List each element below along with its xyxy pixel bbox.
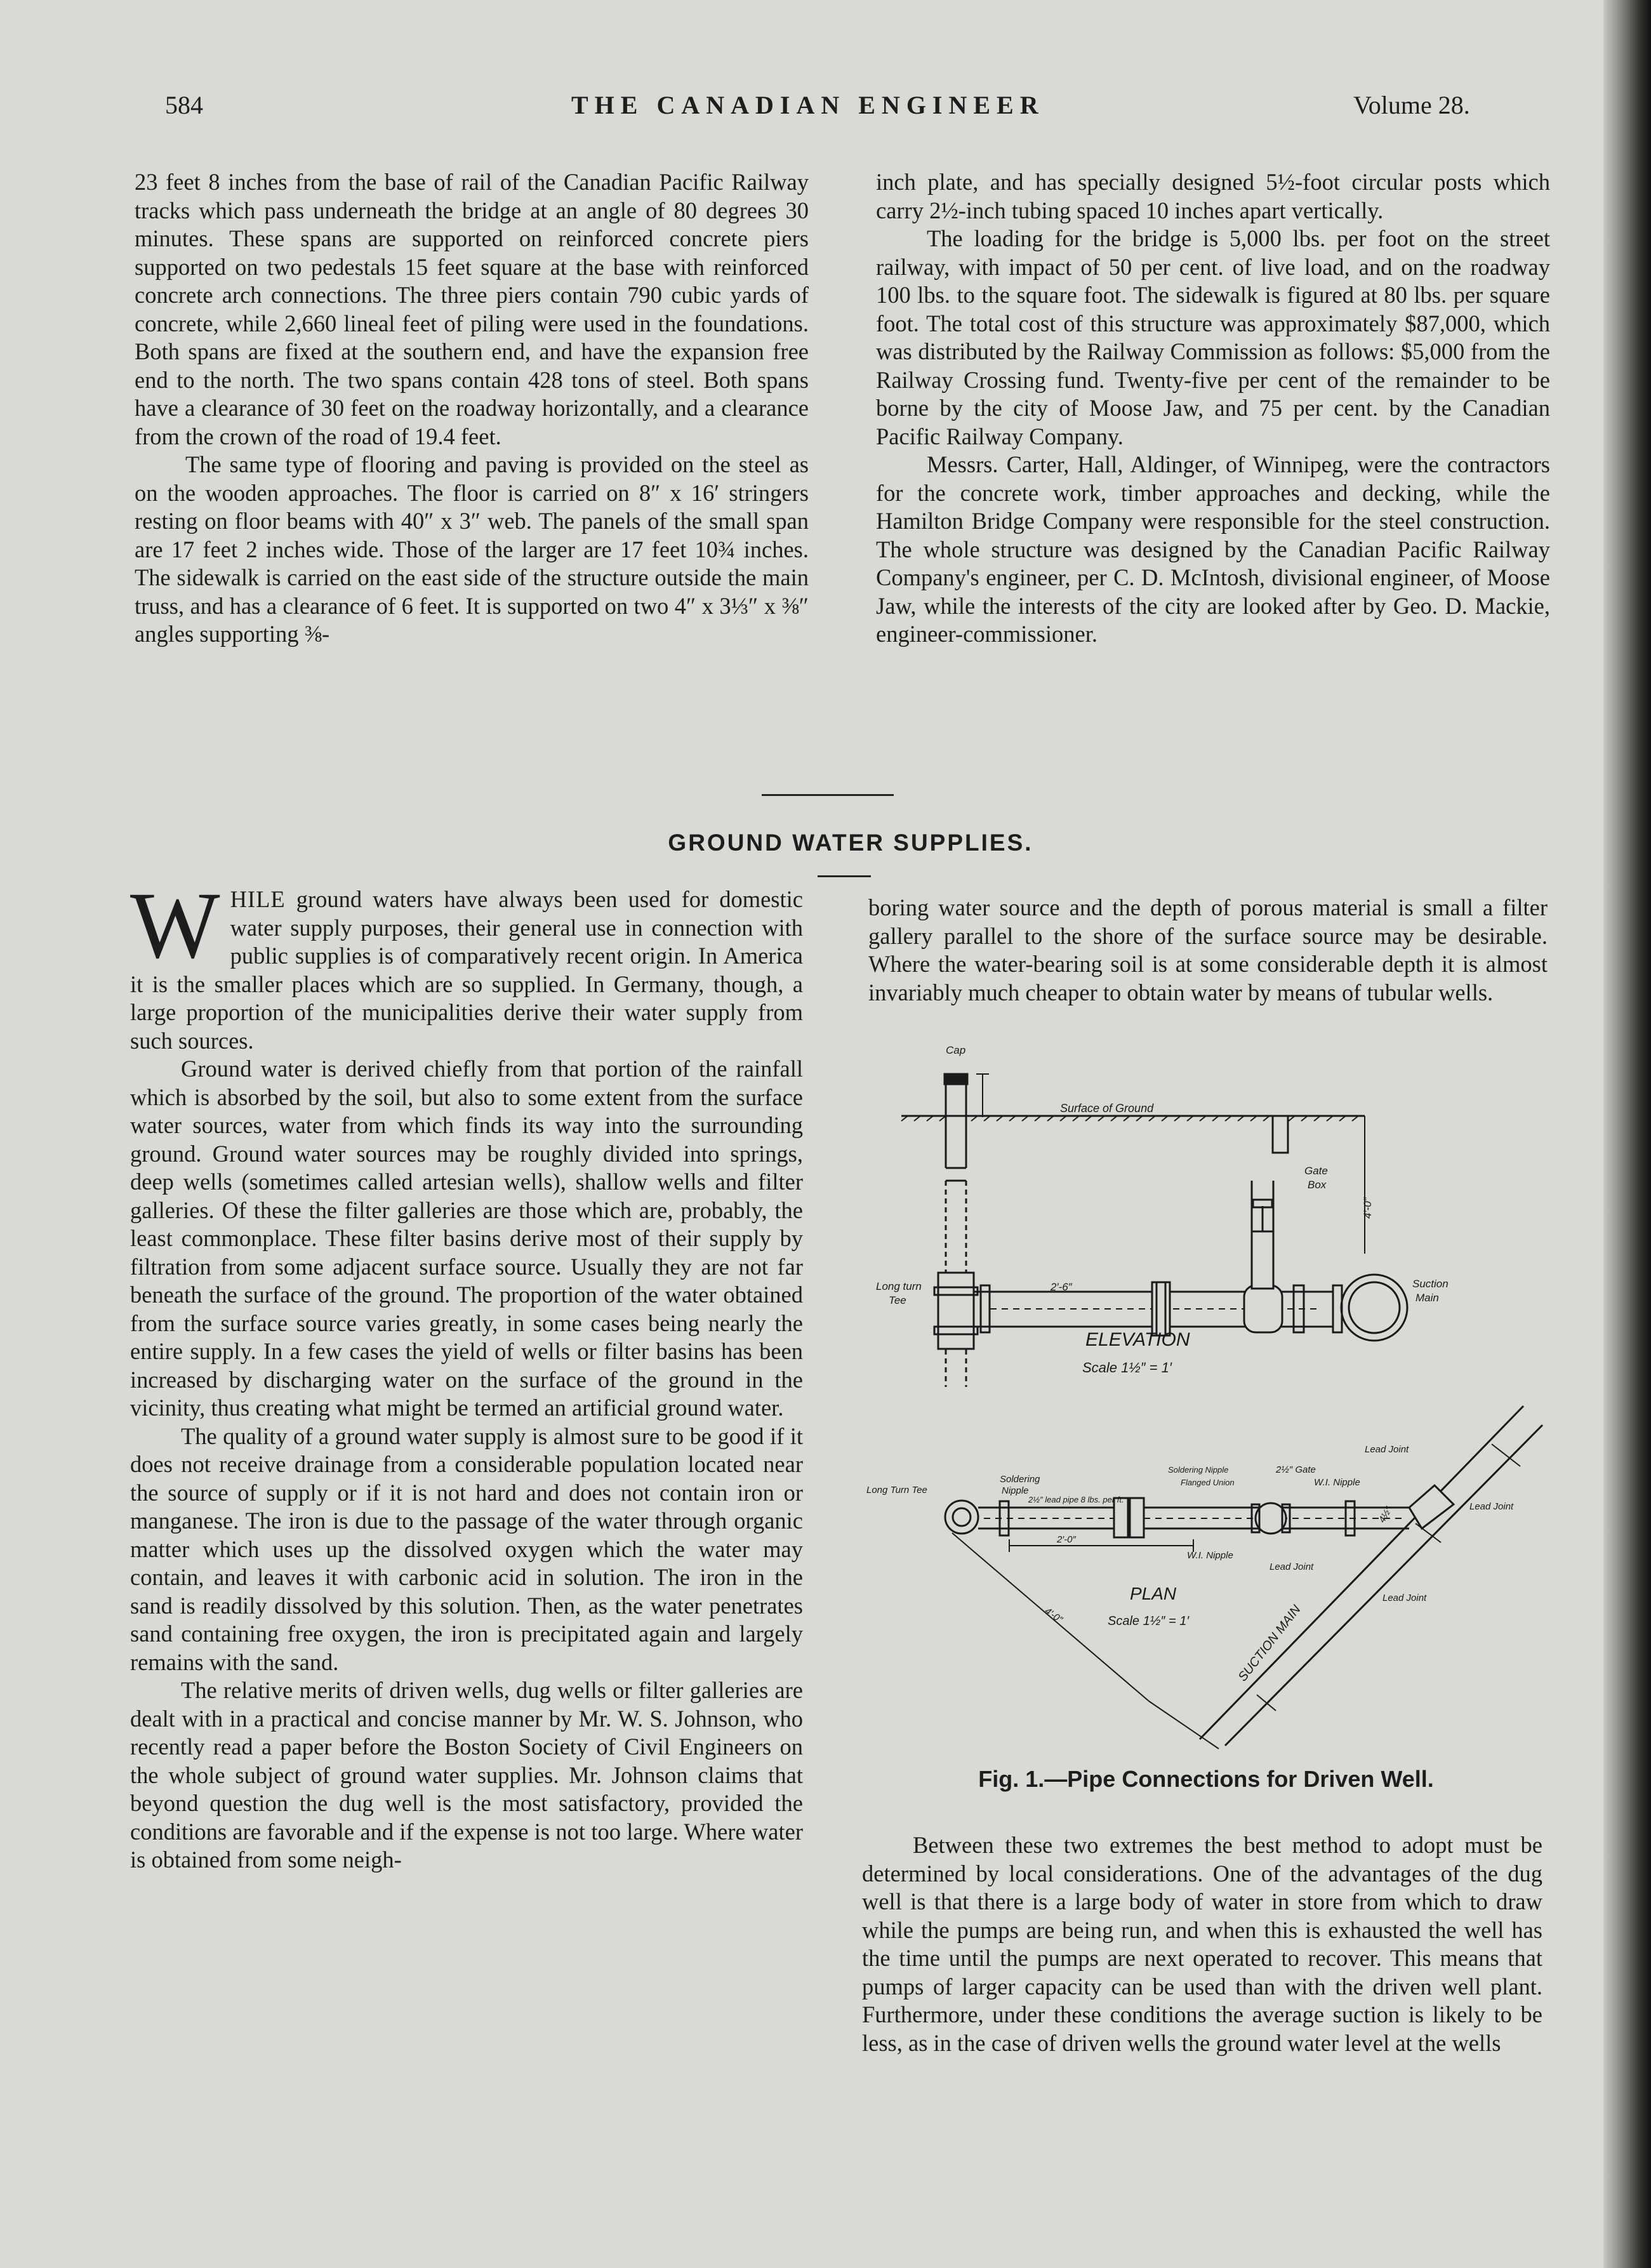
top-right-column (876, 168, 1550, 649)
article-left-column (130, 873, 803, 1874)
fig-label-tee-text: Tee (889, 1294, 906, 1306)
fig-label-angle-dim: 4′-0″ (1042, 1605, 1064, 1626)
paragraph: The quality of a ground water supply is almost sure to be good if it does not receive drainage from a considerable population located near the source of supply or if it is not hard and does not contain iron or manganese. The iron is due to the passage of the water through organic matter which uses up the dissolved oxygen which the water may contain, and leaves it with carbonic acid in solution. The iron in the sand is readily dissolved by this solution. Then, as the water penetrates sand containing free oxygen, the iron is precipitated again and largely remains with the sand. (130, 1422, 803, 1675)
article-right-column-bottom (862, 1831, 1542, 2057)
book-spine-shadow (1603, 0, 1651, 2268)
fig-label-soldering: Soldering (1000, 1474, 1040, 1485)
section-divider (762, 794, 894, 796)
volume-label: Volume 28. (1353, 91, 1470, 119)
article-title: GROUND WATER SUPPLIES. (668, 830, 1033, 856)
fig-label-pipe-dim: 2′-6″ (1051, 1281, 1072, 1293)
fig-scale-elevation: Scale 1½″ = 1′ (1082, 1360, 1172, 1376)
page-number: 584 (165, 91, 203, 119)
fig-title-plan: PLAN (1130, 1584, 1177, 1603)
fig-label-soldering-flanged: Soldering Nipple (1168, 1465, 1229, 1475)
paragraph: 23 feet 8 inches from the base of rail of the Canadian Pacific Railway tracks which pass underneath the bridge at an angle of 80 degrees 30 minutes. These spans are supported on reinforced concrete piers supported on two pedestals 15 feet square at the base with reinforced concrete arch connections. The three piers contain 790 cubic yards of concrete, while 2,660 lineal feet of piling were used in the foundations. Both spans are fixed at the southern end, and have the expansion free end to the north. The two spans contain 428 tons of steel. Both spans have a clearance of 30 feet on the roadway horizontally, and a clearance from the crown of the road of 19.4 feet. (135, 169, 809, 449)
title-underline (818, 875, 871, 877)
journal-title: THE CANADIAN ENGINEER (571, 91, 1045, 119)
paragraph: boring water source and the depth of porous material is small a filter gallery parallel to the shore of the surface source may be desirable. Where the water-bearing soil is at some considerable depth it is almost invariably much cheaper to obtain water by means of tubular wells. (868, 894, 1548, 1005)
fig-label-pipe-dim-plan: 2′-0″ (1057, 1534, 1076, 1545)
figure-caption: Fig. 1.—Pipe Connections for Driven Well. (978, 1766, 1434, 1792)
fig-title-elevation: ELEVATION (1085, 1329, 1190, 1350)
fig-label-nipple: Nipple (1002, 1485, 1029, 1496)
fig-label-suction-main: SUCTION MAIN (1235, 1602, 1304, 1685)
first-paragraph-text: ground waters have always been used for domestic water supply purposes, their general use in connection with public supplies is of comparatively recent origin. In America it is the smaller places which are so supplied. In Germany, though, a large proportion of the municipalities derive their water supply from such sources. (130, 886, 803, 1054)
fig-label-long-turn: Long turn (876, 1280, 922, 1292)
first-paragraph (130, 873, 803, 1055)
paragraph: Ground water is derived chiefly from that portion of the rainfall which is absorbed by the soil, but also to some extent from the surface water sources, water from which finds its way into the surrounding ground. Ground water sources may be roughly divided into springs, deep wells (sometimes called artesian wells), shallow wells and filter galleries. Of these the filter galleries are those which are, probably, the least commonplace. These filter basins derive most of their supply by filtration from some adjacent surface source. Usually they are not far beneath the surface of the ground. The proportion of the water obtained from the surface source varies greatly, in some cases being nearly the entire supply. In a few cases the yield of wells or filter basins has been increased by discharging water on the surface of the ground in the vicinity, thus creating what might be termed an artificial ground water. (130, 1056, 803, 1421)
paragraph: The same type of flooring and paving is provided on the steel as on the wooden approaches. The floor is carried on 8″ x 16′ stringers resting on floor beams with 40″ x 3″ web. The panels of the small span are 17 feet 2 inches wide. Those of the larger are 17 feet 10¾ inches. The sidewalk is carried on the east side of the structure outside the main truss, and has a clearance of 6 feet. It is supported on two 4″ x 3⅓″ x ⅜″ angles supporting ⅜- (135, 451, 809, 647)
fig-label-lead-joint-top: Lead Joint (1365, 1444, 1409, 1455)
first-word: HILE (230, 886, 286, 912)
paragraph: The loading for the bridge is 5,000 lbs. per foot on the street railway, with impact of 50 per cent. of live load, and on the roadway 100 lbs. to the square foot. The sidewalk is figured at 80 lbs. per square foot. The total cost of this structure was approximately $87,000, which was distributed by the Railway Commission as follows: $5,000 from the Railway Crossing fund. Twenty-five per cent of the remainder to be borne by the city of Moose Jaw, and 75 per cent. by the Canadian Pacific Railway Company. (876, 225, 1550, 449)
pipe-connections-figure (863, 1041, 1549, 1758)
fig-label-wi-nipple-top: W.I. Nipple (1314, 1477, 1360, 1488)
article-right-column-top (868, 894, 1548, 1007)
fig-label-lead-joint-mid: Lead Joint (1270, 1562, 1314, 1572)
paragraph: The relative merits of driven wells, dug wells or filter galleries are dealt with in a practical and concise manner by Mr. W. S. Johnson, who recently read a paper before the Boston Society of Civil Engineers on the whole subject of ground water supplies. Mr. Johnson claims that beyond question the dug well is the most satisfactory, provided the conditions are favorable and if the expense is not too large. Where water is obtained from some neigh- (130, 1677, 803, 1873)
fig-label-long-turn-tee: Long Turn Tee (866, 1485, 927, 1495)
fig-label-flanged-union: Flanged Union (1181, 1478, 1235, 1487)
fig-label-gate: Gate (1304, 1165, 1328, 1177)
fig-label-lead-pipe: 2½″ lead pipe 8 lbs. per ft. (1028, 1495, 1124, 1504)
fig-label-box: Box (1308, 1179, 1327, 1191)
paragraph: Messrs. Carter, Hall, Aldinger, of Winnipeg, were the contractors for the concrete work, timber approaches and decking, while the Hamilton Bridge Company were responsible for the steel construction. The whole structure was designed by the Canadian Pacific Railway Company's engineer, per C. D. McIntosh, divisional engineer, of Moose Jaw, while the interests of the city are looked after by Geo. D. Mackie, engineer-commissioner. (876, 451, 1550, 647)
top-left-column (135, 168, 809, 649)
drop-cap: W (130, 873, 220, 978)
fig-label-cap: Cap (946, 1044, 966, 1056)
fig-label-wi-nipple-bottom: W.I. Nipple (1187, 1550, 1233, 1561)
fig-label-lead-joint-low: Lead Joint (1382, 1593, 1427, 1603)
fig-scale-plan: Scale 1½″ = 1′ (1108, 1614, 1190, 1628)
fig-label-gate: 2½″ Gate (1276, 1464, 1316, 1475)
paragraph: inch plate, and has specially designed 5½-foot circular posts which carry 2½-inch tubing spaced 10 inches apart vertically. (876, 169, 1550, 223)
running-head (0, 90, 1612, 128)
fig-label-lead-joint-right: Lead Joint (1469, 1501, 1514, 1512)
fig-label-surface: Surface of Ground (1060, 1102, 1154, 1115)
fig-label-main: Main (1416, 1292, 1439, 1304)
fig-label-dim-45: 4½″ (1376, 1504, 1395, 1525)
fig-label-suction: Suction (1412, 1278, 1449, 1290)
fig-label-depth: 4′-0″ (1362, 1197, 1374, 1219)
paragraph: Between these two extremes the best method to adopt must be determined by local considerations. One of the advantages of the dug well is that there is a large body of water in store from which to draw while the pumps are being run, and when this is exhausted the well has the time until the pumps are next operated to recover. This means that pumps of larger capacity can be used than with the driven well plant. Furthermore, under these conditions the average suction is likely to be less, as in the case of driven wells the ground water level at the wells (862, 1832, 1542, 2056)
